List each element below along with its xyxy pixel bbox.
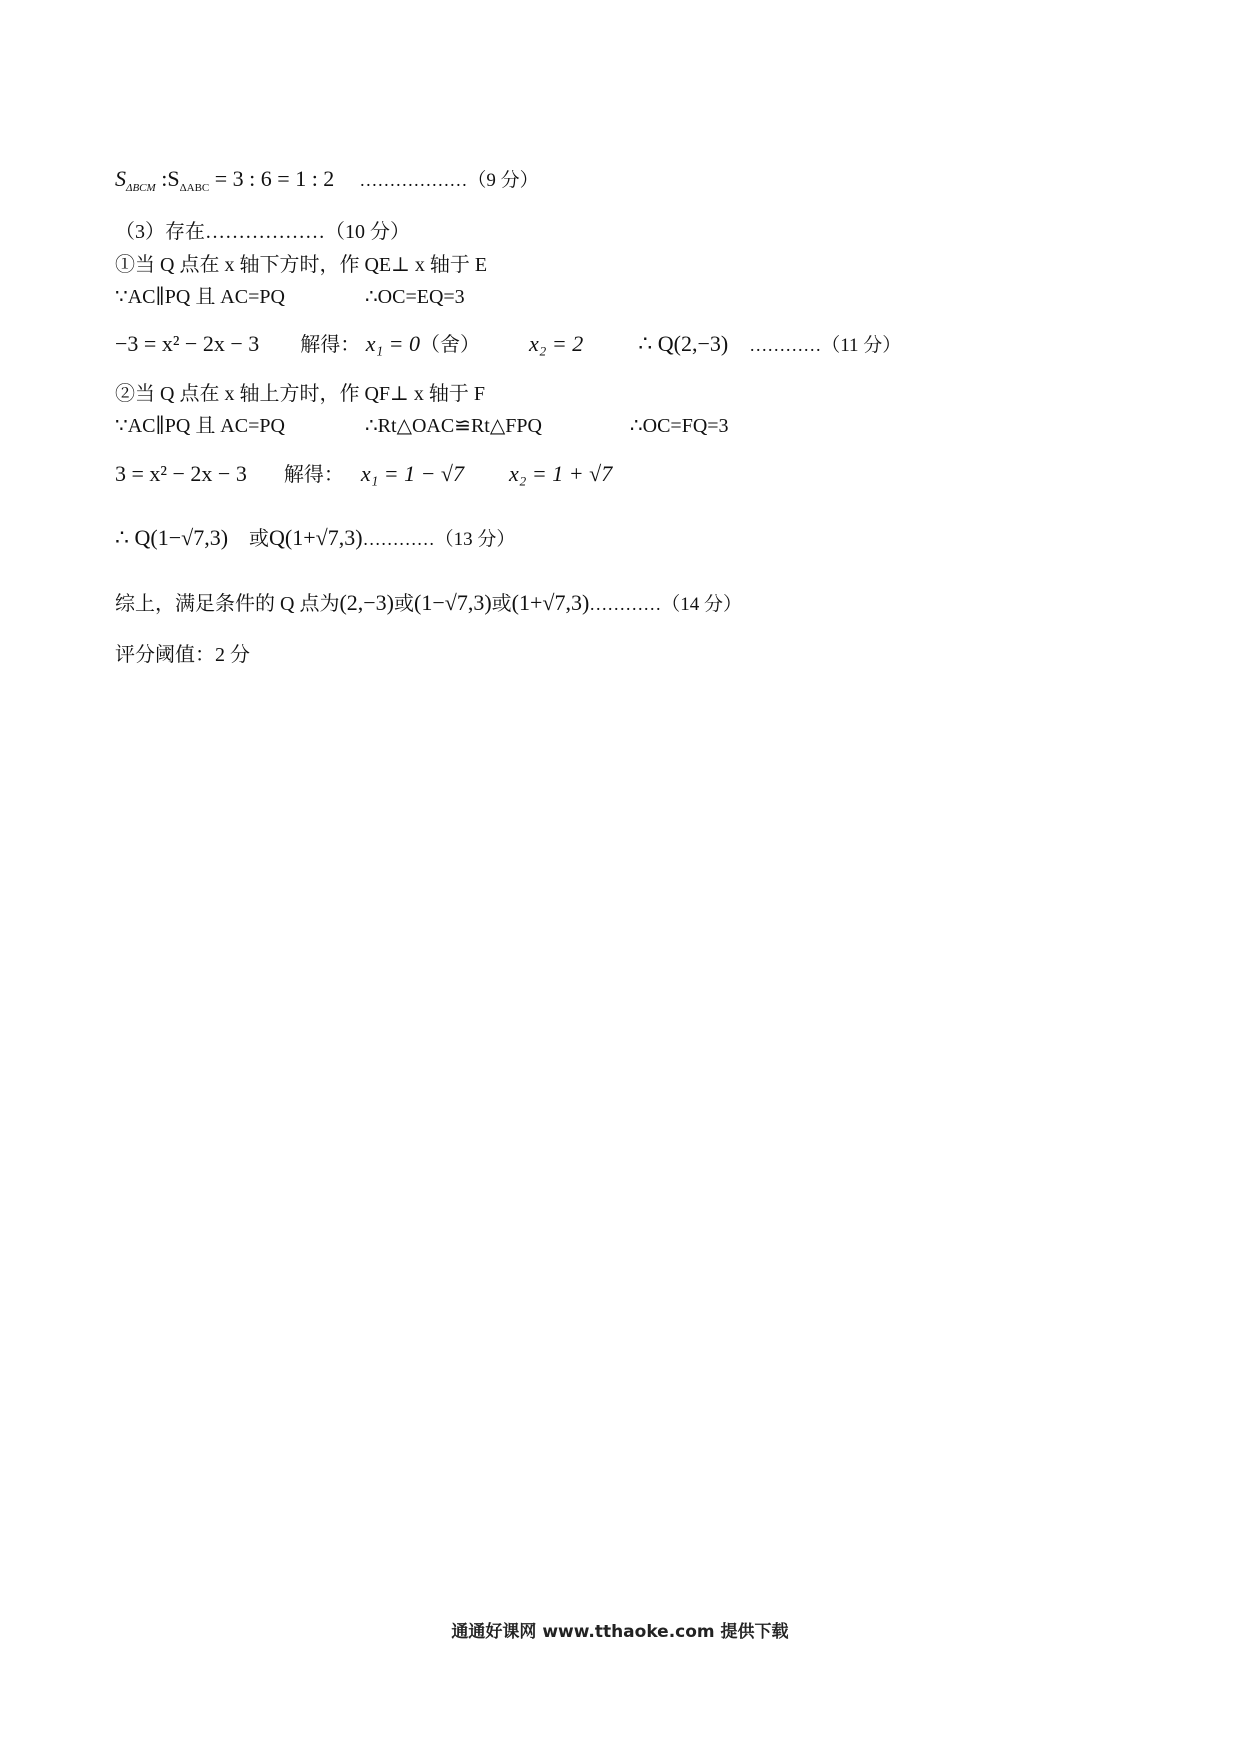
point-b: (1−√7,3) <box>414 590 492 615</box>
or-word: 或 <box>394 593 415 615</box>
root-x1: x₁ = 0 <box>365 331 420 356</box>
point-q2: Q(1+√7,3) <box>269 525 363 550</box>
area-subscript-2: ΔABC <box>179 182 210 194</box>
parallel-statement: ∵AC∥PQ 且 AC=PQ <box>115 286 285 308</box>
case1-equation <box>115 333 901 355</box>
leader-dots: ………… <box>362 529 435 549</box>
case2-equation <box>115 463 612 485</box>
ratio-line <box>115 168 539 194</box>
area-symbol-2: S <box>167 166 180 191</box>
point-c: (1+√7,3) <box>511 590 590 615</box>
area-subscript: ΔBCM <box>126 182 156 194</box>
solve-label: 解得： <box>300 334 361 356</box>
root-x1: x₁ = 1 − √7 <box>360 461 465 486</box>
or-word: 或 <box>249 528 270 550</box>
summary-line <box>115 592 742 614</box>
score-11: （11 分） <box>821 335 902 356</box>
point-a: (2,−3) <box>339 590 395 615</box>
leader-dots: ………… <box>589 594 662 614</box>
point-q1: ∴ Q(1−√7,3) <box>115 525 229 550</box>
case2-reason <box>115 416 729 436</box>
conclusion: ∴OC=EQ=3 <box>364 286 465 308</box>
or-word-2: 或 <box>491 593 512 615</box>
point-q: ∴ Q(2,−3) <box>638 331 729 356</box>
score-9: （9 分） <box>467 170 539 191</box>
equation: −3 = x² − 2x − 3 <box>115 331 260 356</box>
case2-result <box>115 527 515 549</box>
conclusion: ∴OC=FQ=3 <box>629 415 729 437</box>
summary-prefix: 综上，满足条件的 Q 点为 <box>115 593 340 615</box>
root-x2: x₂ = 1 + √7 <box>509 461 613 486</box>
score-13: （13 分） <box>434 529 516 550</box>
root-x2: x₂ = 2 <box>529 331 584 356</box>
congruence: ∴Rt△OAC≌Rt△FPQ <box>364 415 542 437</box>
case2-heading: ②当 Q 点在 x 轴上方时，作 QF⊥ x 轴于 F <box>115 383 485 405</box>
parallel-statement: ∵AC∥PQ 且 AC=PQ <box>115 415 285 437</box>
part3-heading: （3）存在………………（10 分） <box>115 221 410 243</box>
ratio-value: = 3 : 6 = 1 : 2 <box>214 166 335 191</box>
score-14: （14 分） <box>661 594 743 615</box>
solve-label: 解得： <box>283 464 344 486</box>
area-symbol: S <box>115 166 126 191</box>
discard-note: （舍） <box>420 334 480 356</box>
scoring-threshold: 评分阈值：2 分 <box>115 644 250 666</box>
leader-dots: ……………… <box>359 170 468 190</box>
case1-reason <box>115 287 465 307</box>
equation: 3 = x² − 2x − 3 <box>115 461 247 486</box>
footer-credit: 通通好课网 www.tthaoke.com 提供下载 <box>451 1622 789 1642</box>
case1-heading: ①当 Q 点在 x 轴下方时，作 QE⊥ x 轴于 E <box>115 254 488 276</box>
colon: : <box>161 166 168 191</box>
leader-dots: ………… <box>749 335 822 355</box>
